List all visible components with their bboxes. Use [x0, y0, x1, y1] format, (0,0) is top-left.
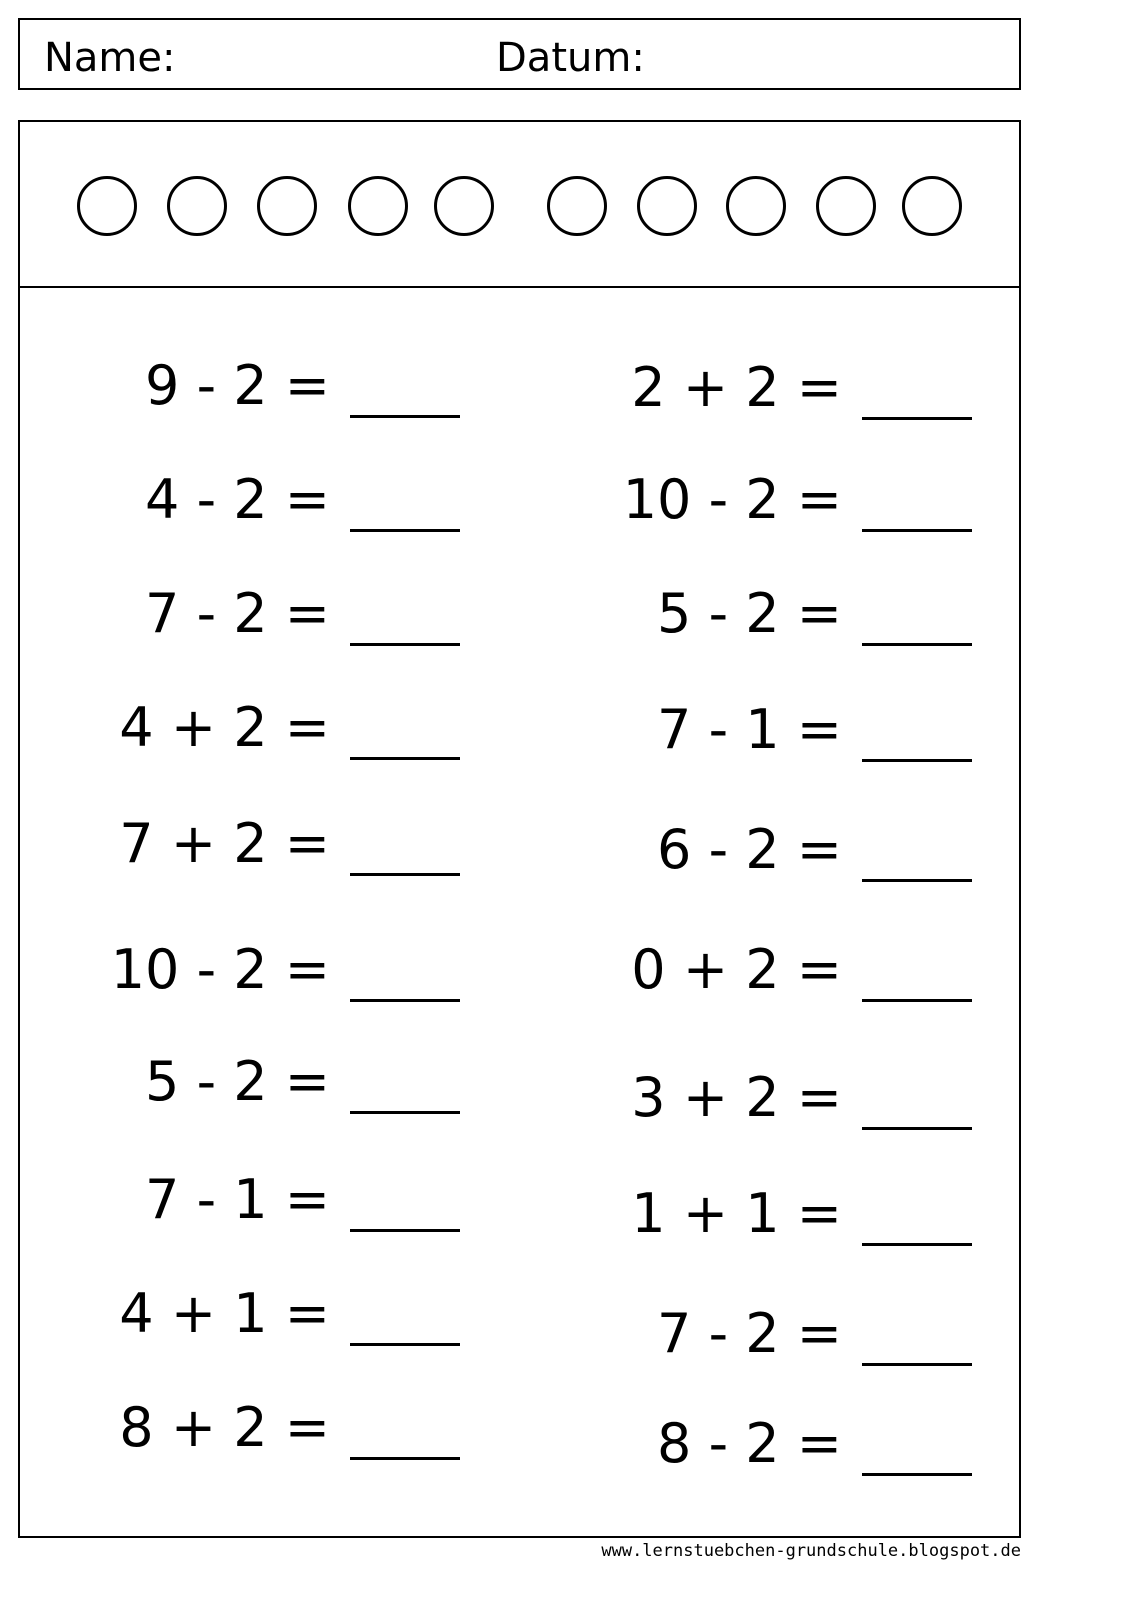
task-row — [20, 696, 972, 761]
task-row — [20, 1068, 972, 1128]
answer-blank[interactable] — [862, 1127, 972, 1130]
task-expression: 5 - 2 = — [145, 1050, 330, 1113]
task-expression: 10 - 2 = — [110, 938, 330, 1001]
progress-circle[interactable] — [167, 176, 227, 236]
task-expression: 8 + 2 = — [119, 1396, 330, 1459]
task-expression: 8 - 2 = — [657, 1412, 842, 1475]
task-expression: 10 - 2 = — [622, 468, 842, 531]
progress-circle[interactable] — [257, 176, 317, 236]
task-expression: 7 - 2 = — [145, 582, 330, 645]
progress-circle[interactable] — [547, 176, 607, 236]
task-row — [20, 354, 972, 419]
task-expression: 2 + 2 = — [631, 356, 842, 419]
task-expression: 4 - 2 = — [145, 468, 330, 531]
progress-circle[interactable] — [77, 176, 137, 236]
answer-blank[interactable] — [862, 1473, 972, 1476]
task-row — [20, 940, 972, 1000]
task-row — [20, 1304, 972, 1364]
task-row — [20, 1414, 972, 1474]
answer-blank[interactable] — [862, 1363, 972, 1366]
task-row — [20, 470, 972, 530]
footer-url: www.lernstuebchen-grundschule.blogspot.de — [601, 1541, 1021, 1561]
name-label: Name: — [44, 35, 176, 81]
answer-blank[interactable] — [862, 529, 972, 532]
task-expression: 5 - 2 = — [657, 582, 842, 645]
progress-circles-row — [20, 122, 1019, 288]
task-expression: 7 - 2 = — [657, 1302, 842, 1365]
task-expression: 1 + 1 = — [631, 1182, 842, 1245]
task-expression: 7 - 1 = — [657, 698, 842, 761]
answer-blank[interactable] — [862, 879, 972, 882]
answer-blank[interactable] — [862, 1243, 972, 1246]
task-expression: 4 + 2 = — [119, 696, 330, 759]
task-row — [20, 584, 972, 644]
task-expression: 0 + 2 = — [631, 938, 842, 1001]
date-label: Datum: — [496, 35, 645, 81]
answer-blank[interactable] — [862, 999, 972, 1002]
task-expression: 3 + 2 = — [631, 1066, 842, 1129]
task-expression: 7 + 2 = — [119, 812, 330, 875]
worksheet-box — [18, 120, 1021, 1538]
progress-circle[interactable] — [902, 176, 962, 236]
progress-circle[interactable] — [637, 176, 697, 236]
progress-circle[interactable] — [434, 176, 494, 236]
answer-blank[interactable] — [862, 759, 972, 762]
progress-circle[interactable] — [348, 176, 408, 236]
progress-circle[interactable] — [726, 176, 786, 236]
task-row — [20, 1184, 972, 1244]
task-row — [20, 820, 972, 880]
task-expression: 7 - 1 = — [145, 1168, 330, 1231]
answer-blank[interactable] — [862, 643, 972, 646]
progress-circle[interactable] — [816, 176, 876, 236]
task-expression: 6 - 2 = — [657, 818, 842, 881]
task-expression: 9 - 2 = — [145, 354, 330, 417]
header-box — [18, 18, 1021, 90]
answer-blank[interactable] — [862, 417, 972, 420]
task-expression: 4 + 1 = — [119, 1282, 330, 1345]
